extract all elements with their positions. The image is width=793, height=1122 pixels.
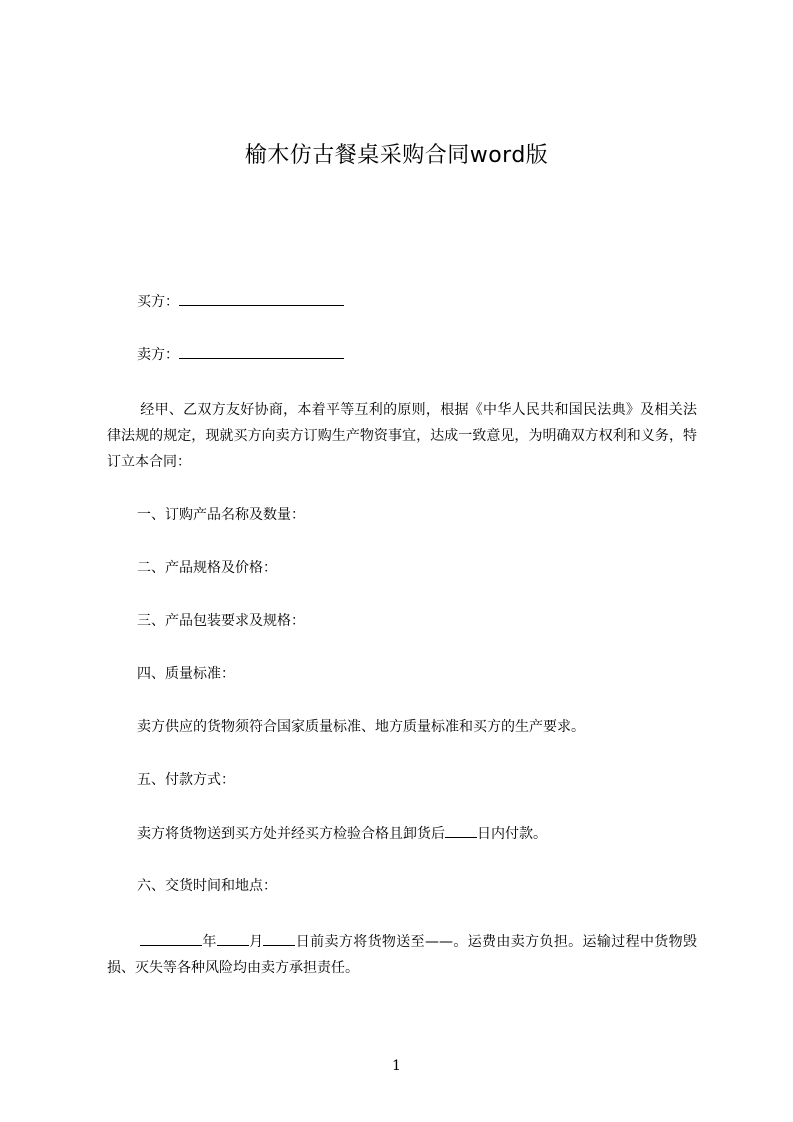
intro-paragraph-text: 经甲、乙双方友好协商，本着平等互利的原则，根据《中华人民共和国民法典》及相关法律法规的规定，现就买方向卖方订购生产物资事宜，达成一致意见，为明确双方权利和义务，特订立本合同： [107,402,697,470]
section-5-text-b: 日内付款。 [477,826,547,842]
intro-paragraph [107,397,697,475]
section-5-heading: 五、付款方式： [137,772,235,788]
section-5-text [137,823,547,844]
section-6-month: 月 [248,934,264,950]
section-6-day-text: 日前卖方将货物送至——。运费由卖方负担。运输过程中货物毁损、灭失等各种风险均由卖方承担责任。 [107,934,698,976]
delivery-month-blank[interactable] [217,931,249,946]
section-3-heading: 三、产品包装要求及规格： [137,613,305,629]
section-1-heading: 一、订购产品名称及数量： [137,507,305,523]
section-6-year: 年 [202,934,217,950]
payment-days-blank[interactable] [445,823,477,838]
buyer-line [137,291,344,312]
section-4-text: 卖方供应的货物须符合国家质量标准、地方质量标准和买方的生产要求。 [137,719,585,735]
section-6-heading: 六、交货时间和地点： [137,878,277,894]
seller-line [137,344,344,365]
document-title: 榆木仿古餐桌采购合同word版 [244,143,549,168]
delivery-day-blank[interactable] [263,931,295,946]
section-4-heading: 四、质量标准： [137,666,235,682]
page-number: 1 [392,1058,401,1074]
buyer-blank[interactable] [179,291,344,306]
seller-label: 卖方： [137,347,179,363]
section-5-text-a: 卖方将货物送到买方处并经买方检验合格且卸货后 [137,826,445,842]
section-6-paragraph [107,929,697,981]
section-2-heading: 二、产品规格及价格： [137,560,277,576]
delivery-year-blank[interactable] [140,931,202,946]
seller-blank[interactable] [179,344,344,359]
buyer-label: 买方： [137,294,179,310]
